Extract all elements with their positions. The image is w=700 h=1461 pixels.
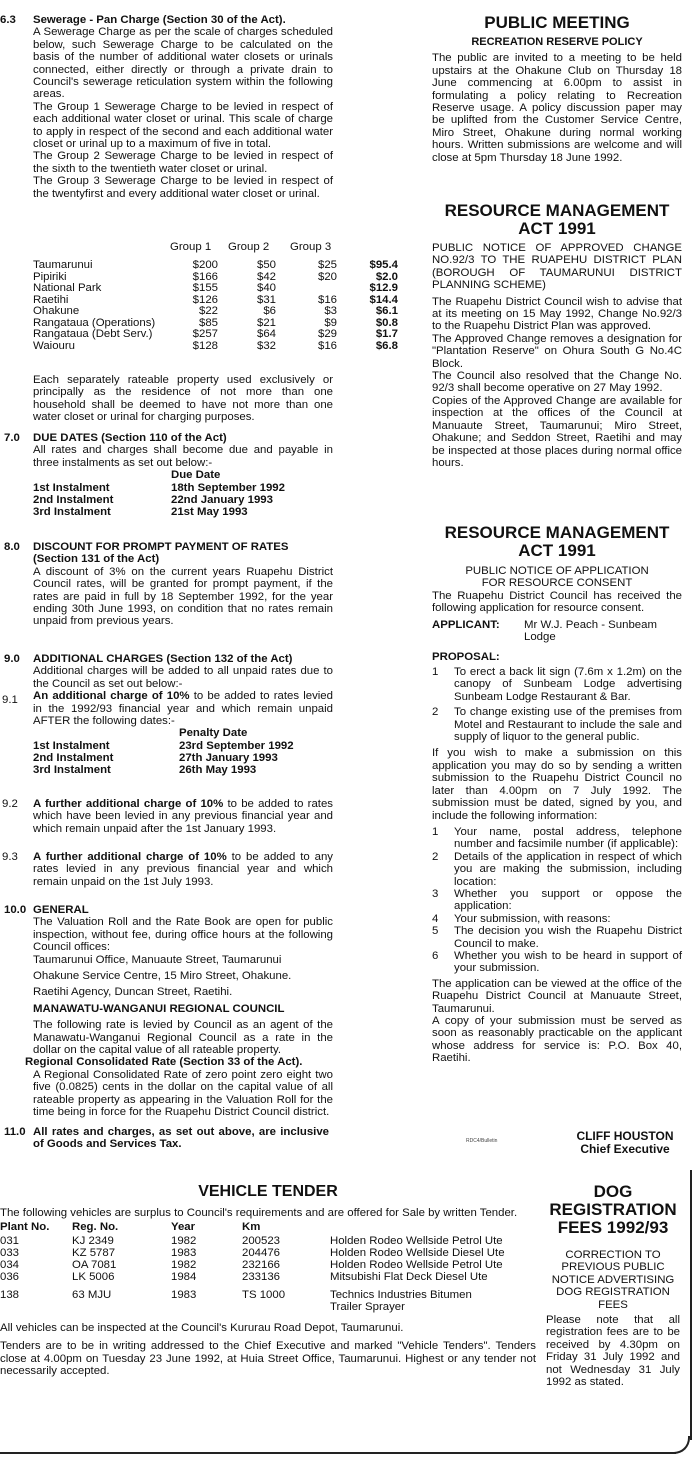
paragraph: A discount of 3% on the current years Ruapehu District Council rates, will be granted for prompt payment, if the rates are paid in full by 18 September 1992, for the year ending 30th June 1993, on condition that no rates remain unpaid from previous years. xyxy=(33,565,333,628)
cell-desc: Holden Rodeo Wellside Petrol Ute xyxy=(330,1259,503,1271)
paragraph: Each separately rateable property used exclusively or principally as the residence of not more than one household shall be deemed to have not more than one water closet or urinal for charging purposes. xyxy=(33,374,333,424)
paragraph: The Group 3 Sewerage Charge to be levied in respect of the twentyfirst and every additional water closet or urinal. xyxy=(33,175,333,200)
list-item xyxy=(432,950,682,975)
table-row xyxy=(33,317,400,329)
table-row xyxy=(0,1259,536,1271)
list-item xyxy=(432,888,682,913)
instalment-label: 3rd Instalment xyxy=(33,505,111,518)
paragraph: The Approved Change removes a designation for "Plantation Reserve" on Ohura South G No.4C Block. xyxy=(432,332,682,370)
paragraph: The public are invited to a meeting to be held upstairs at the Ohakune Club on Thursday 18 June commencing at 6.00pm to assist in formulating a policy relating to Recreation Reserve usage. A policy discussion paper may be uplifted from the Customer Service Centre, Miro Street, Ohakune during normal working hours. Written submissions are welcome and will close at 5pm Thursday 18 June 1992. xyxy=(432,52,682,164)
item-number: 1 xyxy=(432,825,439,838)
cell-total: $1.7 xyxy=(375,328,398,340)
notice-title: ACT 1991 xyxy=(518,541,596,560)
cell-g1: $200 xyxy=(192,259,218,271)
list-item xyxy=(432,913,682,925)
paragraph: A copy of your submission must be served as soon as reasonably practicable on the applicant whose address for service is: P.O. Box 40, Raetihi. xyxy=(432,1015,682,1065)
cell-km: 233136 xyxy=(242,1271,281,1283)
text: to be added to rates levied in the 1992/93 financial year and which remain unpaid AFTER the following dates:- xyxy=(33,690,333,728)
subsection-number: 9.3 xyxy=(2,851,18,863)
cell-plant: 034 xyxy=(0,1259,20,1271)
item-text: To erect a back lit sign (7.6m x 1.2m) on the canopy of Sunbeam Lodge advertising Sunbeam Lodge Restaurant & Bar. xyxy=(454,666,682,703)
cell-area: Raetihi xyxy=(33,293,69,306)
notice-title: VEHICLE TENDER xyxy=(198,1183,338,1200)
column-header: Penalty Date xyxy=(179,727,248,740)
column-header: Plant No. xyxy=(0,1221,50,1233)
paragraph: The Group 2 Sewerage Charge to be levied in respect of the sixth to the twentieth water closet or urinal. xyxy=(33,150,333,175)
cell-area: Rangataua (Operations) xyxy=(33,316,156,329)
instalment-date: 18th September 1992 xyxy=(171,481,285,494)
column-header: Due Date xyxy=(171,469,221,482)
list-item xyxy=(432,706,682,743)
year: 1983 xyxy=(171,1289,197,1301)
paragraph: Tenders are to be in writing addressed to the Chief Executive and marked "Vehicle Tenders". Tenders close at 4.00pm on Tuesday 23 June 1992, at Huia Street Office, Taumarunui. Highest or any tender not necessarily accepted. xyxy=(0,1340,536,1378)
instalment-label: 3rd Instalment xyxy=(33,763,111,776)
table-row xyxy=(0,1235,536,1247)
cell-g1: $166 xyxy=(192,270,218,283)
item-text: The decision you wish the Ruapehu District Council to make. xyxy=(454,925,682,950)
table-row xyxy=(33,740,333,752)
column-header: Km xyxy=(242,1221,261,1233)
instalment-date: 23rd September 1992 xyxy=(179,739,294,752)
applicant-row xyxy=(432,619,682,645)
cell-g3: $3 xyxy=(324,305,337,317)
cell-total: $6.8 xyxy=(375,339,398,352)
section-11-0: All rates and charges, as set out above, are inclusive of Goods and Services Tax. xyxy=(33,1126,329,1151)
item-text: To change existing use of the premises from Motel and Restaurant to include the sale and supply of liquor to the general public. xyxy=(454,706,682,744)
table-row xyxy=(33,752,333,764)
subsection-number: 9.2 xyxy=(2,798,18,810)
cell-total: $2.0 xyxy=(375,270,398,283)
reg-no: 63 MJU xyxy=(72,1289,112,1301)
table-row xyxy=(33,305,400,317)
cell-year: 1982 xyxy=(171,1235,197,1247)
instalment-date: 22nd January 1993 xyxy=(171,493,273,506)
paragraph: Please note that all registration fees are to be received by 4.30pm on Friday 31 July 1992 and not Wednesday 31 July 1992 as stated. xyxy=(546,1314,680,1389)
border-line xyxy=(690,1170,692,1440)
section-title: DUE DATES (Section 110 of the Act) xyxy=(33,432,227,444)
applicant-name: Mr W.J. Peach - Sunbeam Lodge xyxy=(524,618,657,644)
km: TS 1000 xyxy=(242,1289,286,1301)
table-row xyxy=(33,271,400,283)
column-header: Reg. No. xyxy=(72,1221,119,1233)
notice-title: PUBLIC MEETING xyxy=(484,13,630,32)
cell-g2: $6 xyxy=(263,305,276,317)
plant-no: 138 xyxy=(0,1289,20,1301)
notice-subtitle: FOR RESOURCE CONSENT xyxy=(481,577,633,590)
cell-total: $14.4 xyxy=(369,293,398,306)
signatory-name: CLIFF HOUSTON xyxy=(576,1129,674,1143)
cell-g3: $16 xyxy=(317,293,337,306)
instalment-label: 2nd Instalment xyxy=(33,493,114,506)
table-row xyxy=(33,764,333,776)
tender-table xyxy=(0,1235,536,1283)
section-6-3 xyxy=(33,14,333,200)
office-address: Raetihi Agency, Duncan Street, Raetihi. xyxy=(33,986,233,999)
list-item xyxy=(432,666,682,703)
section-title: ADDITIONAL CHARGES (Section 132 of the Act) xyxy=(33,653,293,665)
cell-reg: KZ 5787 xyxy=(72,1247,116,1259)
description: Trailer Sprayer xyxy=(330,1301,405,1313)
instalment-label: 1st Instalment xyxy=(33,481,110,494)
cell-g1: $22 xyxy=(198,305,218,317)
column-header: Group 2 xyxy=(228,241,270,253)
table-row xyxy=(0,1289,536,1315)
column-header: Year xyxy=(171,1221,196,1233)
public-meeting-notice xyxy=(432,14,682,164)
section-title: DISCOUNT FOR PROMPT PAYMENT OF RATES xyxy=(33,541,289,553)
paragraph: The Ruapehu District Council wish to advise that at its meeting on 15 May 1992, Change No.92/3 to the Ruapehu District Plan was approved. xyxy=(432,295,682,333)
column-header: Group 1 xyxy=(170,241,212,253)
paragraph: The Council also resolved that the Change No. 92/3 shall become operative on 27 May 1992. xyxy=(432,370,682,395)
cell-year: 1983 xyxy=(171,1247,197,1259)
table-row xyxy=(33,294,400,306)
section-number: 8.0 xyxy=(4,541,20,553)
cell-g3: $25 xyxy=(317,259,337,271)
cell-g2: $50 xyxy=(256,259,276,271)
notice-title: ACT 1991 xyxy=(518,219,596,238)
cell-g3: $9 xyxy=(324,316,337,329)
paragraph: The Group 1 Sewerage Charge to be levied in respect of each additional water closet or urinal. This scale of charge to apply in respect of the second and each additional water closet or urinal up to a maximum of five in total. xyxy=(33,100,333,151)
notice-subtitle: RECREATION RESERVE POLICY xyxy=(471,36,643,48)
paragraph-9-1 xyxy=(33,690,333,727)
paragraph-9-3 xyxy=(33,851,333,888)
cell-total: $12.9 xyxy=(369,282,398,294)
reference-code: RDC4/Bulletin xyxy=(466,1138,498,1144)
section-7-0 xyxy=(33,432,333,518)
cell-g1: $155 xyxy=(192,282,218,294)
section-number: 6.3 xyxy=(0,14,16,26)
cell-plant: 031 xyxy=(0,1235,20,1247)
text: to be added to rates which have been levied in any previous financial year and which remain unpaid after the 1st January 1993. xyxy=(33,798,333,835)
vehicle-tender-notice xyxy=(0,1183,536,1378)
paragraph: A Regional Consolidated Rate of zero point zero eight two five (0.0825) cents in the dollar on the capital value of all rateable property as appearing in the Valuation Roll for the time being in force for the Ruapehu District Council district. xyxy=(33,1068,333,1119)
item-text: Details of the application in respect of which you are making the submission, including location: xyxy=(454,850,682,888)
emphasis: A further additional charge of 10% xyxy=(33,851,227,863)
instalment-label: 2nd Instalment xyxy=(33,751,114,764)
paragraph: Additional charges will be added to all unpaid rates due to the Council as set out below:- xyxy=(33,665,333,690)
emphasis: An additional charge of 10% xyxy=(33,690,190,703)
cell-desc: Holden Rodeo Wellside Diesel Ute xyxy=(330,1247,505,1259)
tender-table-header xyxy=(0,1221,536,1235)
notice-title: RESOURCE MANAGEMENT xyxy=(444,201,670,220)
item-number: 6 xyxy=(432,949,439,962)
instalment-date: 27th January 1993 xyxy=(179,751,278,764)
table-row xyxy=(33,328,400,340)
cell-g2: $40 xyxy=(256,282,276,294)
cell-km: 232166 xyxy=(242,1259,281,1271)
paragraph: PUBLIC NOTICE OF APPROVED CHANGE NO.92/3 TO THE RUAPEHU DISTRICT PLAN (BOROUGH OF TAUMARUNUI DISTRICT PLANNING SCHEME) xyxy=(432,242,682,292)
notice-title: REGISTRATION xyxy=(549,1200,677,1219)
cell-g3: $20 xyxy=(317,270,337,283)
cell-area: Ohakune xyxy=(33,305,80,317)
list-item xyxy=(432,826,682,851)
item-number: 5 xyxy=(432,925,439,938)
cell-area: Waiouru xyxy=(33,339,75,352)
proposal-list xyxy=(432,666,682,743)
item-number: 2 xyxy=(432,850,439,863)
proposal-label: PROPOSAL: xyxy=(432,650,500,663)
cell-plant: 036 xyxy=(0,1271,20,1283)
section-title: (Section 131 of the Act) xyxy=(33,553,160,566)
section-9-0 xyxy=(33,653,333,776)
cell-km: 204476 xyxy=(242,1247,281,1259)
paragraph: All vehicles can be inspected at the Council's Kururau Road Depot, Taumarunui. xyxy=(0,1322,404,1334)
section-8-0 xyxy=(33,541,333,628)
cell-year: 1984 xyxy=(171,1271,197,1283)
paragraph: Copies of the Approved Change are available for inspection at the offices of the Council at Manuaute Street, Taumarunui; Miro Street, Ohakune; and Seddon Street, Raetihi and may be inspected at those places during normal office hours. xyxy=(432,394,682,469)
cell-desc: Mitsubishi Flat Deck Diesel Ute xyxy=(330,1271,488,1283)
list-item xyxy=(432,851,682,888)
cell-g2: $21 xyxy=(256,316,276,329)
paragraph: The application can be viewed at the office of the Ruapehu District Council at Manuaute Street, Taumarunui. xyxy=(432,977,682,1015)
item-number: 4 xyxy=(432,912,439,925)
table-row xyxy=(33,259,400,271)
instalment-label: 1st Instalment xyxy=(33,739,110,752)
table-row xyxy=(0,1247,536,1259)
cell-g2: $64 xyxy=(256,328,276,340)
table-row xyxy=(0,1271,536,1283)
notice-title: FEES 1992/93 xyxy=(557,1218,669,1237)
cell-g1: $257 xyxy=(192,328,218,340)
cell-desc: Holden Rodeo Wellside Petrol Ute xyxy=(330,1235,503,1247)
item-text: Whether you support or oppose the application: xyxy=(454,887,682,913)
notice-title: RESOURCE MANAGEMENT xyxy=(444,523,670,542)
table-row xyxy=(33,340,400,352)
office-address: Ohakune Service Centre, 15 Miro Street, Ohakune. xyxy=(33,970,292,983)
applicant-label: APPLICANT: xyxy=(432,618,500,631)
notice-title: DOG xyxy=(593,1182,633,1201)
cell-year: 1982 xyxy=(171,1259,197,1271)
cell-total: $0.8 xyxy=(375,316,398,329)
resource-management-notice-1 xyxy=(432,202,682,469)
column-header: Group 3 xyxy=(290,241,332,253)
section-number: 9.0 xyxy=(4,653,20,665)
cell-total: $95.4 xyxy=(369,259,398,271)
subheading: MANAWATU-WANGANUI REGIONAL COUNCIL xyxy=(33,1002,285,1015)
instalment-date: 21st May 1993 xyxy=(171,505,248,518)
table-row xyxy=(33,282,400,294)
cell-g2: $31 xyxy=(256,293,276,306)
office-address: Taumarunui Office, Manuaute Street, Taumarunui xyxy=(33,953,282,966)
paragraph: A Sewerage Charge as per the scale of charges scheduled below, such Sewerage Charge to be calculated on the basis of the number of additional water closets or urinals connected, either directly or through a private drain to Council's sewerage reticulation system within the following areas. xyxy=(33,26,333,101)
section-number: 11.0 xyxy=(4,1126,26,1138)
section-number: 7.0 xyxy=(4,432,20,444)
notice-subtitle: CORRECTION TO PREVIOUS PUBLIC NOTICE ADVERTISING DOG REGISTRATION FEES xyxy=(551,1249,675,1311)
dog-registration-notice xyxy=(546,1183,680,1388)
signature-block xyxy=(560,1130,690,1156)
cell-g2: $32 xyxy=(256,339,276,352)
cell-reg: LK 5006 xyxy=(72,1271,115,1283)
cell-area: Taumarunui xyxy=(33,259,93,271)
item-text: Your name, postal address, telephone number and facsimile number (if applicable): xyxy=(454,825,682,851)
table-row xyxy=(33,482,333,494)
subsection-number: 9.1 xyxy=(2,694,18,706)
table-row xyxy=(33,494,333,506)
cell-reg: KJ 2349 xyxy=(72,1235,114,1247)
cell-area: National Park xyxy=(33,282,102,294)
resource-management-notice-2 xyxy=(432,524,682,1065)
subheading: Regional Consolidated Rate (Section 33 of the Act). xyxy=(25,1056,303,1069)
paragraph-9-2 xyxy=(33,798,333,835)
section-title: GENERAL xyxy=(33,904,89,916)
paragraph: The Valuation Roll and the Rate Book are open for public inspection, without fee, during office hours at the following Council offices: xyxy=(33,916,333,954)
cell-g1: $128 xyxy=(192,339,218,352)
notice-subtitle: PUBLIC NOTICE OF APPLICATION xyxy=(465,565,649,577)
section-10-0 xyxy=(25,904,333,1119)
cell-total: $6.1 xyxy=(375,305,398,317)
cell-g3: $29 xyxy=(317,328,337,340)
item-number: 3 xyxy=(432,887,439,900)
emphasis: A further additional charge of 10% xyxy=(33,798,224,810)
cell-g1: $85 xyxy=(198,316,218,329)
section-number: 10.0 xyxy=(4,904,27,916)
text: to be added to any rates levied in any previous financial year and which remain unpaid on the 1st July 1993. xyxy=(33,851,333,888)
instalment-date: 26th May 1993 xyxy=(179,763,257,776)
paragraph: The following vehicles are surplus to Council's requirements and are offered for Sale by written Tender. xyxy=(0,1207,518,1219)
sewerage-table xyxy=(33,259,400,351)
cell-reg: OA 7081 xyxy=(72,1259,117,1271)
paragraph: The Ruapehu District Council has received the following application for resource consent. xyxy=(432,589,682,615)
paragraph: If you wish to make a submission on this application you may do so by sending a written submission to the Ruapehu District Council no later than 4.00pm on 7 July 1992. The submission must be dated, signed by you, and include the following information: xyxy=(432,747,682,822)
item-text: Whether you wish to be heard in support of your submission. xyxy=(454,949,682,975)
cell-plant: 033 xyxy=(0,1247,20,1259)
description: Technics Industries Bitumen xyxy=(330,1289,472,1301)
border-line xyxy=(0,1452,676,1454)
section-title: Sewerage - Pan Charge (Section 30 of the Act). xyxy=(33,14,286,26)
submission-items xyxy=(432,826,682,975)
paragraph: All rates and charges shall become due and payable in three instalments as set out below:- xyxy=(33,444,333,469)
item-number: 2 xyxy=(432,706,439,719)
paragraph: The following rate is levied by Council as an agent of the Manawatu-Wanganui Regional Council as a rate in the dollar on the capital value of all rateable property. xyxy=(33,1019,333,1057)
border-corner xyxy=(672,1436,690,1454)
cell-km: 200523 xyxy=(242,1235,281,1247)
cell-g3: $16 xyxy=(317,339,337,352)
signatory-title: Chief Executive xyxy=(580,1142,670,1156)
table-row xyxy=(33,506,333,518)
list-item xyxy=(432,925,682,950)
cell-g2: $42 xyxy=(256,270,276,283)
item-number: 1 xyxy=(432,666,439,679)
cell-area: Rangataua (Debt Serv.) xyxy=(33,328,153,340)
item-text: Your submission, with reasons: xyxy=(454,912,611,925)
cell-g1: $126 xyxy=(192,293,218,306)
cell-area: Pipiriki xyxy=(33,270,67,283)
